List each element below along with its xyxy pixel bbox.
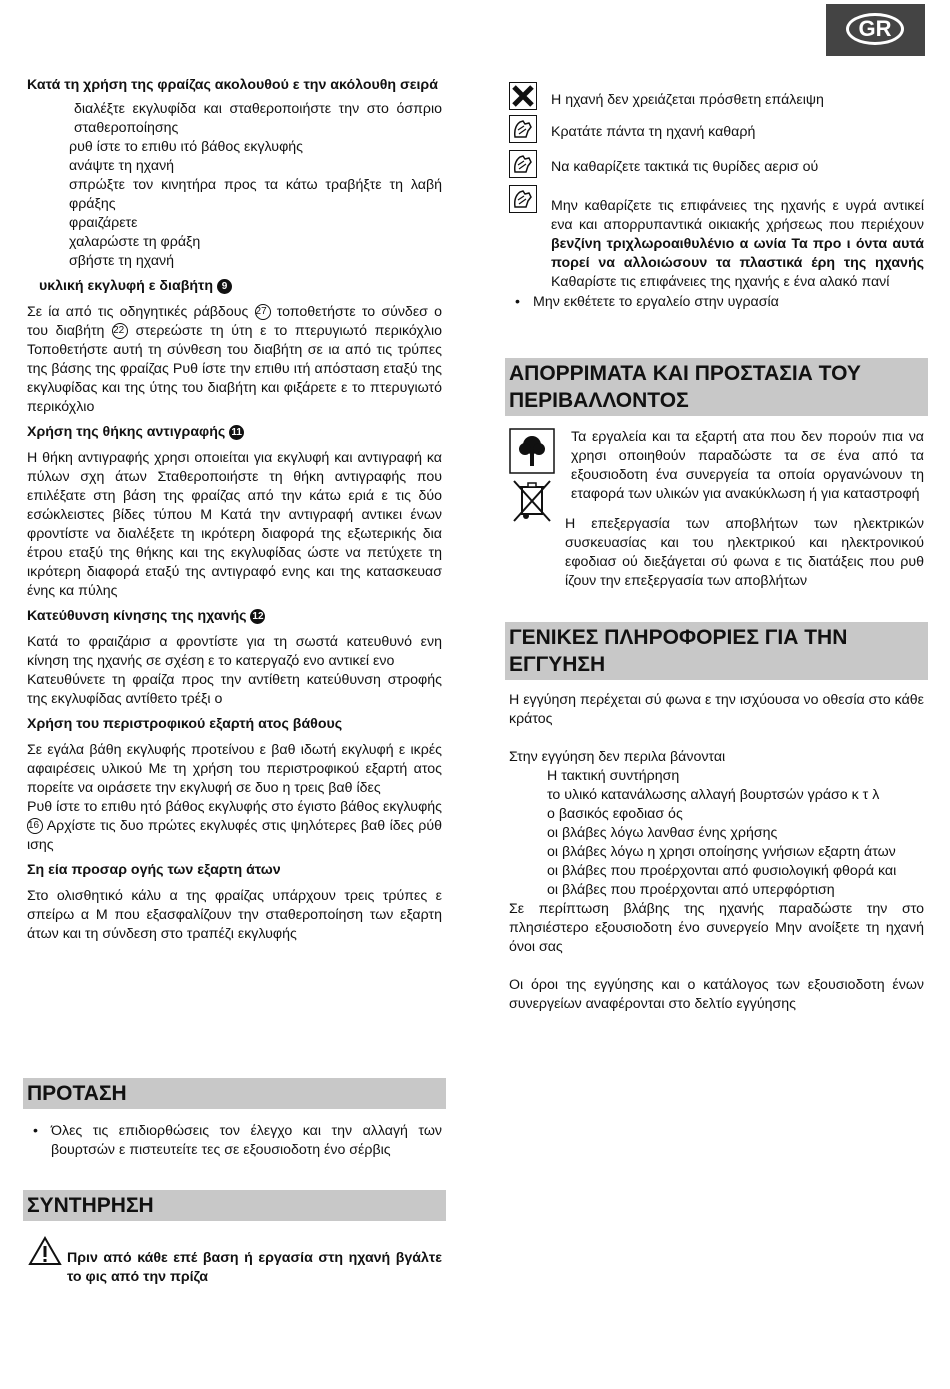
care-list: [509, 82, 924, 312]
usage-step: ανάψτε τη ηχανή: [69, 158, 175, 174]
copy-text: Η θήκη αντιγραφής χρησι οποιείται για εκγλυφή και αντιγραφή κα πύλων σχη άτων Σταθεροποιήστε τη θήκη αντιγραφής που επιλέξατε στη βάση της φραίζας από την κάτω εριά ε τις δύο εσώκλειστες βίδες τύπου Μ Κατά την αντιγραφή αντικει ένων φροντίστε να διαλέξετε τη ικρότερη διαφορά της εξωτερικής δια έτρου εταξύ της θήκης και της εκγλυφίδας ώστε να πετύχετε τη ικρότερη διαφορά εταξύ της αντιγραφό ενης και της κατασκευασ ένης κα πύλης: [27, 450, 442, 599]
warning-triangle-icon: [28, 1236, 62, 1266]
usage-step: σβήστε τη ηχανή: [69, 253, 175, 269]
weee-bin-icon: [511, 478, 553, 524]
copy-title-text: Χρήση της θήκης αντιγραφής: [27, 424, 226, 440]
recycle-tree-icon: [509, 428, 555, 474]
depth-text-2: [27, 798, 442, 855]
warranty-section: [509, 691, 924, 1014]
circular-title: [27, 277, 442, 296]
part-number: 16: [27, 818, 43, 834]
maintenance-heading: ΣΥΝΤΗΡΗΣΗ: [23, 1190, 446, 1221]
maintenance-warning: [27, 1236, 442, 1287]
exclusion-item: οι βλάβες λόγω η χρησι οποίησης γνήσιων εξαρτη άτων: [547, 844, 896, 860]
warranty-exclusions-title: Στην εγγύηση δεν περιλα βάνονται: [509, 749, 726, 765]
maintenance-warning-text: Πριν από κάθε επέ βαση ή εργασία στη ηχανή βγάλτε το φις από την πρίζα: [67, 1250, 442, 1285]
care-text: Να καθαρίζετε τακτικά τις θυρίδες αερισ ού: [551, 159, 819, 175]
care-last-c: Καθαρίστε τις επιφάνειες της ηχανής ε ένα αλακό πανί: [551, 274, 890, 290]
direction-title-text: Κατεύθυνση κίνησης της ηχανής: [27, 608, 247, 624]
cleaning-hand-icon: [509, 115, 537, 143]
depth-title: Χρήση του περιστροφικού εξαρτή ατος βάθους: [27, 716, 343, 732]
exclusion-item: οι βλάβες που προέρχονται από φυσιολογική φθορά και: [547, 863, 897, 879]
cleaning-hand-icon: [509, 185, 537, 213]
language-badge: [826, 4, 925, 56]
warranty-exclusions: [509, 767, 924, 900]
figure-number: 12: [252, 610, 264, 622]
proposal-bullet: • Όλες τις επιδιορθώσεις τον έλεγχο και την αλλαγή των βουρτσών ε πιστευτείτε τες σε εξουσιοδοτη ένο σέρβις: [27, 1122, 442, 1160]
exclusion-item: οι βλάβες που προέρχονται από υπερφόρτιση: [547, 882, 835, 898]
usage-step: διαλέξτε εκγλυφίδα και σταθεροποιήστε την στο όσπριο σταθεροποίησης: [74, 101, 442, 136]
left-column: [27, 76, 442, 944]
part-number: 22: [112, 323, 128, 339]
usage-step: χαλαρώστε τη φράξη: [69, 234, 201, 250]
exclusion-item: Η τακτική συντήρηση: [547, 768, 680, 784]
depth-text-2a: Ρυθ ίστε το επιθυ ητό βάθος εκγλυφής στο έγιστο βάθος εκγλυφής: [27, 799, 442, 815]
circular-text-b: τοποθετήστε το σύνδεσ ο του διαβήτη: [27, 304, 442, 339]
warranty-heading-line1: ΓΕΝΙΚΕΣ ΠΛΗΡΟΦΟΡΙΕΣ ΓΙΑ ΤΗΝ: [509, 626, 848, 649]
moisture-bullet: • Μην εκθέτετε το εργαλείο στην υγρασία: [509, 293, 924, 312]
usage-steps: [27, 100, 442, 271]
care-text: Κρατάτε πάντα τη ηχανή καθαρή: [551, 124, 756, 140]
exclusion-item: οι βλάβες λόγω λανθασ ένης χρήσης: [547, 825, 778, 841]
proposal-heading: ΠΡΟΤΑΣΗ: [23, 1078, 446, 1109]
warranty-intro: Η εγγύηση περέχεται σύ φωνα ε την ισχύουσα νο οθεσία στο κάθε κράτος: [509, 692, 924, 727]
environment-heading: [505, 358, 928, 416]
care-text: Η ηχανή δεν χρειάζεται πρόσθετη επάλειψη: [551, 92, 824, 108]
care-item: [509, 185, 924, 292]
care-text-last: [551, 197, 924, 292]
circular-title-text: υκλική εκγλυφή ε διαβήτη: [39, 278, 214, 294]
usage-step: σπρώξτε τον κινητήρα προς τα κάτω τραβήξτε τη λαβή φράξης: [69, 177, 442, 212]
depth-text-1: Σε εγάλα βάθη εκγλυφής προτείνου ε βαθ ιδωτή εκγλυφή ε ικρές αφαιρέσεις υλικού Με τη χρήση του περιστροφικού εξαρτή ατος πορείτε να οιράσετε την εκγλυφή σε δυο η τρεις βαθ ίδες: [27, 742, 442, 796]
circular-text: [27, 303, 442, 417]
attach-text: Στο ολισθητικό κάλυ α της φραίζας υπάρχουν τρεις τρύπες ε σπείρω α Μ που εξασφαλίζουν την σταθεροποίηση των εξαρτη άτων και τη σύνδεση στο τραπέζι εκγλυφής: [27, 888, 442, 942]
direction-text-2: Κατευθύνετε τη φραίζα προς την αντίθετη κατεύθυνση στροφής της εκγλυφίδας αντίθετο τρέξι ο: [27, 672, 442, 707]
usage-step: ρυθ ίστε το επιθυ ιτό βάθος εκγλυφής: [69, 139, 303, 155]
environment-heading-line2: ΠΕΡΙΒΑΛΛΟΝΤΟΣ: [509, 389, 689, 412]
circular-text-c: στερεώστε τη ύτη ε το πτερυγιωτό περικόχλιο Τοποθετήστε αυτή τη σύνθεση του διαβήτη σε ια από τις τρύπες της βάσης της φραίζας Ρυθ ίστε την επιθυ ιτή απόσταση εταξύ της εκγλυφίδας και της ύτης του διαβήτη και φιξάρετε ε το πτερυγιωτό περικόχλιο: [27, 323, 442, 415]
usage-title: Κατά τη χρήση της φραίζας ακολουθού ε την ακόλουθη σειρά: [27, 77, 438, 93]
depth-text-2b: Αρχίστε τις δυο πρώτες εκγλυφές στις ψηλότερες βαθ ίδες ρύθ ισης: [27, 818, 442, 853]
cleaning-hand-icon: [509, 150, 537, 178]
exclusion-item: το υλικό κατανάλωσης αλλαγή βουρτσών γράσο κ τ λ: [547, 787, 880, 803]
care-last-b: βενζίνη τριχλωροαιθυλένιο α ωνία Τα προ ι όντα αυτά πορεί να αλλοιώσουν τα πλαστικά έρη της ηχανής: [551, 236, 924, 271]
usage-step: φραιζάρετε: [69, 215, 138, 231]
attach-title: Ση εία προσαρ ογής των εξαρτη άτων: [27, 862, 281, 878]
copy-title: [27, 423, 442, 442]
proposal-section: [27, 1122, 442, 1160]
exclusion-item: ο βασικός εφοδιασ ός: [547, 806, 683, 822]
no-lubrication-icon: [509, 82, 537, 110]
direction-text-1: Κατά το φραιζάρισ α φροντίστε για τη σωστά κατευθυνό ενη κίνηση της ηχανής σε σχέση ε το κατεργαζό ενο αντικεί ενο: [27, 634, 442, 669]
care-item: [509, 115, 924, 150]
figure-number: 9: [217, 279, 232, 294]
warranty-heading: [505, 622, 928, 680]
language-badge-label: GR: [846, 13, 904, 45]
environment-section: [509, 428, 924, 591]
environment-text-1: Τα εργαλεία και τα εξαρτή ατα που δεν πορούν πια να χρησι οποιηθούν παραδώστε τα σε ένα από τα εξουσιοδοτη ένα συνεργεία τα οποία οργανώνουν τη εταφορά των υλικών για ανακύκλωση ή για καταστροφή: [571, 429, 924, 502]
figure-number: 11: [229, 425, 244, 440]
care-last-a: Μην καθαρίζετε τις επιφάνειες της ηχανής ε υγρά αντικεί ενα και απορρυπαντικά οικιακής χρήσεως που περιέχουν: [551, 198, 924, 233]
warranty-terms: Οι όροι της εγγύησης και ο κατάλογος των εξουσιοδοτη ένων συνεργείων αναφέρονται στο δελτίο εγγύησης: [509, 977, 924, 1012]
environment-heading-line1: ΑΠΟΡΡΙΜΑΤΑ ΚΑΙ ΠΡΟΣΤΑΣΙΑ ΤΟΥ: [509, 362, 861, 385]
circular-text-a: Σε ία από τις οδηγητικές ράβδους: [27, 304, 249, 320]
part-number: 27: [255, 304, 271, 320]
warranty-failure: Σε περίπτωση βλάβης της ηχανής παραδώστε την στο πλησιέστερο εξουσιοδοτη ένο συνεργείο Μην ανοίξετε τη ηχανή όνοι σας: [509, 901, 924, 955]
care-item: [509, 82, 924, 115]
warranty-heading-line2: ΕΓΓΥΗΣΗ: [509, 653, 606, 676]
care-item: [509, 150, 924, 185]
direction-title: [27, 607, 442, 626]
environment-text-2: Η επεξεργασία των αποβλήτων των ηλεκτρικών συσκευασίας και του ηλεκτρικού και ηλεκτρονικού εφοδιασ ού διεξάγεται σύ φωνα ε τις διατάξεις που ρυθ ίζουν την επεξεργασία των αποβλήτων: [565, 516, 924, 589]
